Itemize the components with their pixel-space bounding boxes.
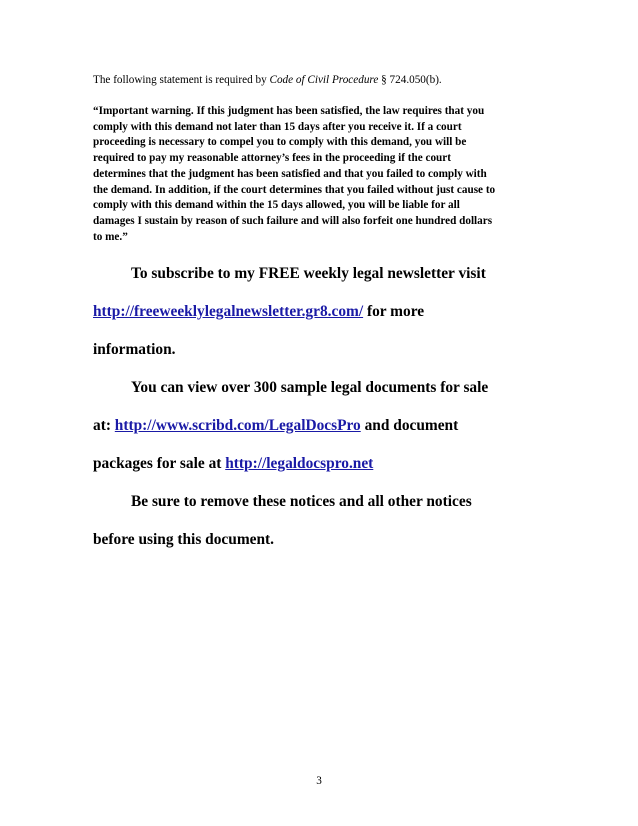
samples-middle: and document (360, 417, 459, 434)
important-warning-paragraph (93, 104, 553, 245)
packages-prefix: packages for sale at (93, 455, 226, 472)
newsletter-link[interactable]: http://freeweeklylegalnewsletter.gr8.com/ (93, 303, 364, 320)
warning-line: “Important warning. If this judgment has been satisfied, the law requires that you (93, 105, 485, 117)
warning-line: comply with this demand not later than 15 days after you receive it. If a court (93, 120, 462, 133)
samples-line-1: You can view over 300 sample legal documents for sale (131, 379, 489, 396)
warning-line: the demand. In addition, if the court determines that you failed without just cause to (93, 183, 496, 196)
notice-line-2: before using this document. (93, 531, 274, 548)
newsletter-line-1: To subscribe to my FREE weekly legal newsletter visit (131, 265, 486, 282)
warning-line: damages I sustain by reason of such failure and will also forfeit one hundred dollars (93, 214, 493, 227)
warning-line: determines that the judgment has been satisfied and that you failed to comply with (93, 167, 487, 180)
scribd-link[interactable]: http://www.scribd.com/LegalDocsPro (114, 417, 361, 434)
newsletter-line-2 (93, 303, 563, 321)
warning-line: to me.” (93, 230, 128, 243)
samples-line-2 (93, 417, 563, 435)
legaldocspro-link[interactable]: http://legaldocspro.net (225, 455, 374, 472)
samples-prefix: at: (93, 417, 115, 434)
warning-line: proceeding is necessary to compel you to comply with this demand, you will be (93, 136, 467, 149)
notice-line-1: Be sure to remove these notices and all other notices (131, 493, 472, 510)
warning-line: comply with this demand within the 15 days allowed, you will be liable for all (93, 199, 460, 212)
warning-line: required to pay my reasonable attorney’s fees in the proceeding if the court (93, 152, 451, 165)
statutory-statement-intro (93, 73, 563, 87)
newsletter-line-3: information. (93, 341, 176, 358)
intro-suffix: § 724.050(b). (378, 74, 442, 86)
newsletter-suffix: for more (363, 303, 425, 320)
samples-line-3 (93, 455, 563, 473)
page-number: 3 (316, 775, 322, 787)
intro-prefix: The following statement is required by (93, 74, 270, 86)
code-name: Code of Civil Procedure (269, 74, 379, 86)
